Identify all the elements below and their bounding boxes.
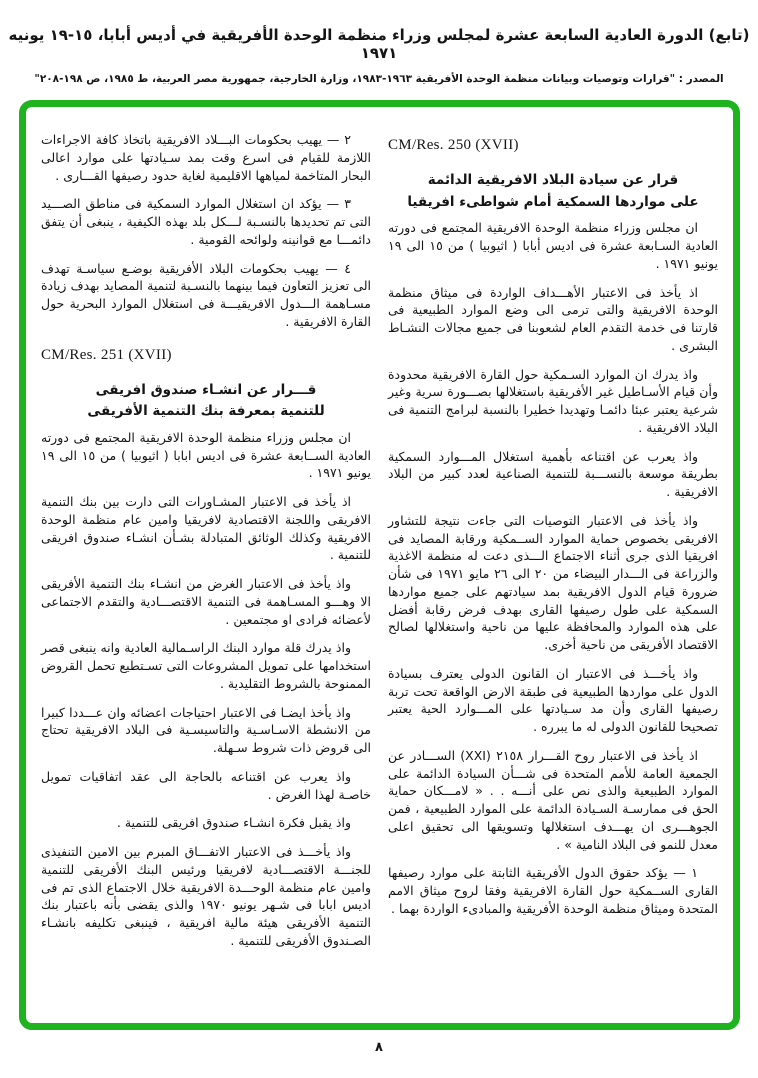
resolution-paragraph: اذ يأخذ فى الاعتبار المشـاورات التى دارت بين بنك التنمية الافريقى واللجنة الاقتصادية لافريقيا وامين عام منظمة الوحدة الافريقية وكذلك الوثائق المتبادلة بشـأن انشـاء صندوق افريقى للتنمية . <box>41 494 371 563</box>
resolution-paragraph: واذ يدرك قلة موارد البنك الراسـمالية العادية وانه ينبغى قصر استخدامها على تمويل المشروعات التى تسـتطيع تحمل القروض الممنوحة بالشروط التقليدية . <box>41 640 371 691</box>
resolution-paragraph: واذ يعرب عن اقتناعه بأهمية استغلال المـــوارد السمكية بطريقة موسعة بالنســـبة للتنمية الصناعية لعدد كبير من البلاد الافريقية . <box>388 448 718 500</box>
resolution-paragraph: واذ يقبل فكرة انشـاء صندوق افريقى للتنمية . <box>116 815 351 831</box>
resolution-paragraph: واذ يأخذ فى الاعتبار الغرض من انشـاء بنك التنمية الأفريقى الا وهـــو المسـاهمة فى التنمية الاقتصـــادية والتقدم الاجتماعى لأعضائه فرادى او مجتمعين . <box>41 576 371 627</box>
resolution-paragraph: واذ يأخـــذ فى الاعتبار الاتفـــاق المبرم بين الامين التنفيذى للجنـــة الاقتصـــادية لافريقيا ورئيس البنك الأفريقى للتنمية وامين عام منظمة الوحـــدة الافريقية خلال الاجتماع الذى تم فى اديس ابابا فى شـهر يونيو ١٩٧٠ والذى يقضى بأنه باعتبار بنك التنمية الأفريقى هيئة مالية افريقية ، فينبغى تكليفه بانشـاء الصـندوق الأفريقى للتنمية . <box>41 844 372 948</box>
resolution-paragraph: اذ يأخذ فى الاعتبار روح القـــرار ٢١٥٨ (XXI) الســـادر عن الجمعية العامة للأمم المتحدة فى شـــأن السيادة الدائمة على الموارد الطبيعية والذى نص على أنـــه . . « لامـــكان حماية الحق فى ممارسـة السـيادة الدائمة على الموارد الطبيعية ، فمن الجوهـــرى ان يهـــدف استغلالها وتسويقها الى تحقيق اعلى معدل للنمو فى البلاد النامية » . <box>388 747 718 852</box>
resolution-250-title <box>388 170 718 213</box>
two-column-layout <box>26 107 733 971</box>
header-source-citation: المصدر : "قرارات وتوصيات وبيانات منظمة الوحدة الأفريقية ١٩٦٣-١٩٨٣، وزارة الخارجية، جمهورية مصر العربية، ط ١٩٨٥، ص ١٩٨-٢٠٨" <box>34 73 724 85</box>
header-session-title: (تابع) الدورة العادية السابعة عشرة لمجلس وزراء منظمة الوحدة الأفريقية في أديس أبابا، ١٥-١٩ يونيه ١٩٧١ <box>8 26 750 62</box>
resolution-paragraph: ٢ — يهيب بحكومات البـــلاد الافريقية باتخاذ كافة الاجراءات اللازمة للقيام فى اسرع وقت بمد سـيادتها على موارد اعالى البحار المتاخمة لمياهها الاقليمية لغاية حدود رصيفها القـــارى . <box>41 132 371 183</box>
resolution-paragraph: واذ يأخـــذ فى الاعتبار ان القانون الدولى يعترف بسيادة الدول على مواردها الطبيعية فى طبقة الارض الواقعة تحت تربة رصيفها القارى وأن مد سـيادتها على المـــوارد الحية يعتبر تصحيحا للقانون الدولى له ما يبرره . <box>388 665 718 735</box>
resolution-250-operative-clauses <box>41 131 371 331</box>
resolution-251-body <box>41 429 371 950</box>
resolution-250-title-line2: على مواردها السمكية أمام شواطىء افريقيا <box>407 193 699 210</box>
resolution-paragraph: ٤ — يهيب بحكومات البلاد الأفريقية بوضـع سياسـة تهدف الى تعزيز التعاون فيما بينهما بالنسـبة لتنمية المصايد بهدف زيادة مسـاهمة الـــدول الافريقيـــة فى استغلال الموارد البحرية حول القارة الافريقية . <box>41 260 371 329</box>
column-right-resolution-250 <box>388 131 718 961</box>
column-left <box>41 131 371 961</box>
resolution-paragraph: ٣ — يؤكد ان استغلال الموارد السمكية فى مناطق الصـــيد التى تم تحديدها بالنسـبة لـــكل بلد بهذه الكيفية ، ينبغى أن يتفق دائمـــا مع قوانينه ولوائحه القومية . <box>41 196 371 247</box>
resolution-paragraph: ان مجلس وزراء منظمة الوحدة الافريقية المجتمع فى دورته العادية السـابعة عشرة فى اديس أبابا ( اثيوبيا ) من ١٥ الى ١٩ يونيو ١٩٧١ . <box>388 220 718 271</box>
page-number: ٨ <box>375 1040 383 1055</box>
resolution-paragraph: ١ — يؤكد حقوق الدول الأفريقية الثابتة على موارد رصيفها القارى الســمكية حول القارة الافريقية وفقا لروح ميثاق الامم المتحدة وميثاق منظمة الوحدة الأفريقية والمبادىء الواردة بهما . <box>388 865 718 916</box>
resolution-251-label: CM/Res. 251 (XVII) <box>41 346 172 363</box>
resolution-250-label: CM/Res. 250 (XVII) <box>388 137 519 153</box>
resolution-250-body <box>388 219 718 917</box>
resolution-251-title <box>41 380 371 423</box>
resolution-250-title-line1: قرار عن سيادة البلاد الافريقية الدائمة <box>427 172 679 189</box>
resolution-251-title-line1: قـــرار عن انشـاء صندوق افريقى <box>95 381 317 398</box>
resolution-paragraph: ان مجلس وزراء منظمة الوحدة الافريقية المجتمع فى دورته العادية الســابعة عشرة فى اديس ابابا ( اثيوبيا ) من ١٥ الى ١٩ يونيو ١٩٧١ . <box>41 429 371 481</box>
resolution-paragraph: واذ يعرب عن اقتناعه بالحاجة الى عقد اتفاقيات تمويل خاصـة لهذا الغرض . <box>41 768 371 802</box>
resolution-paragraph: واذ يدرك ان الموارد السـمكية حول القارة الافريقية محدودة وأن قيام الأسـاطيل غير الأفريقية باستغلالها بصـــورة سرية وغير شرعية يعتبر عبئا دائمـا وتهديدا خطيرا بالنسبة لبرامج التنمية فى البلاد الافريقية . <box>388 366 718 435</box>
resolution-paragraph: اذ يأخذ فى الاعتبار الأهـــداف الواردة فى ميثاق منظمة الوحدة الافريقية والتى ترمى الى وضع الموارد الطبيعية فى قارتنا فى خدمة التقدم العام لشعوبنا فى جميع مجالات النشـاط البشرى . <box>388 284 718 353</box>
resolution-paragraph: واذ يأخذ ايضـا فى الاعتبار احتياجات اعضائه وان عـــددا كبيرا من الانشطة الاسـاسـية والتاسيسـية فى البلاد الافريقية تحتاج الى قروض ذات شروط سـهلة. <box>41 704 371 756</box>
document-header <box>0 0 758 85</box>
green-border-frame <box>19 100 740 1030</box>
resolution-paragraph: واذ يأخذ فى الاعتبار التوصيات التى جاءت نتيجة للتشاور الافريقى بخصوص حماية الموارد الســمكية ورقابة المصايد فى افريقيا الذى جرى أثناء الاجتماع الـــذى دعت له منظمة الاغذية والزراعة فى الـــدار البيضاء من ٢٠ الى ٢٦ مايو ١٩٧١ فى شأن ضرورة قيام الدول الافريقية بمد سيادتهم على جميع مواردها السمكية على طول رصيفها القارى بهدف فرض رقابة أفضل على هذه الموارد والمحافظة عليها من ناحية واستغلالها لصالح الاقتصاد الأفريقى من ناحية أخرى. <box>388 512 719 653</box>
resolution-251-title-line2: للتنمية بمعرفة بنك التنمية الأفريقى <box>87 403 325 420</box>
